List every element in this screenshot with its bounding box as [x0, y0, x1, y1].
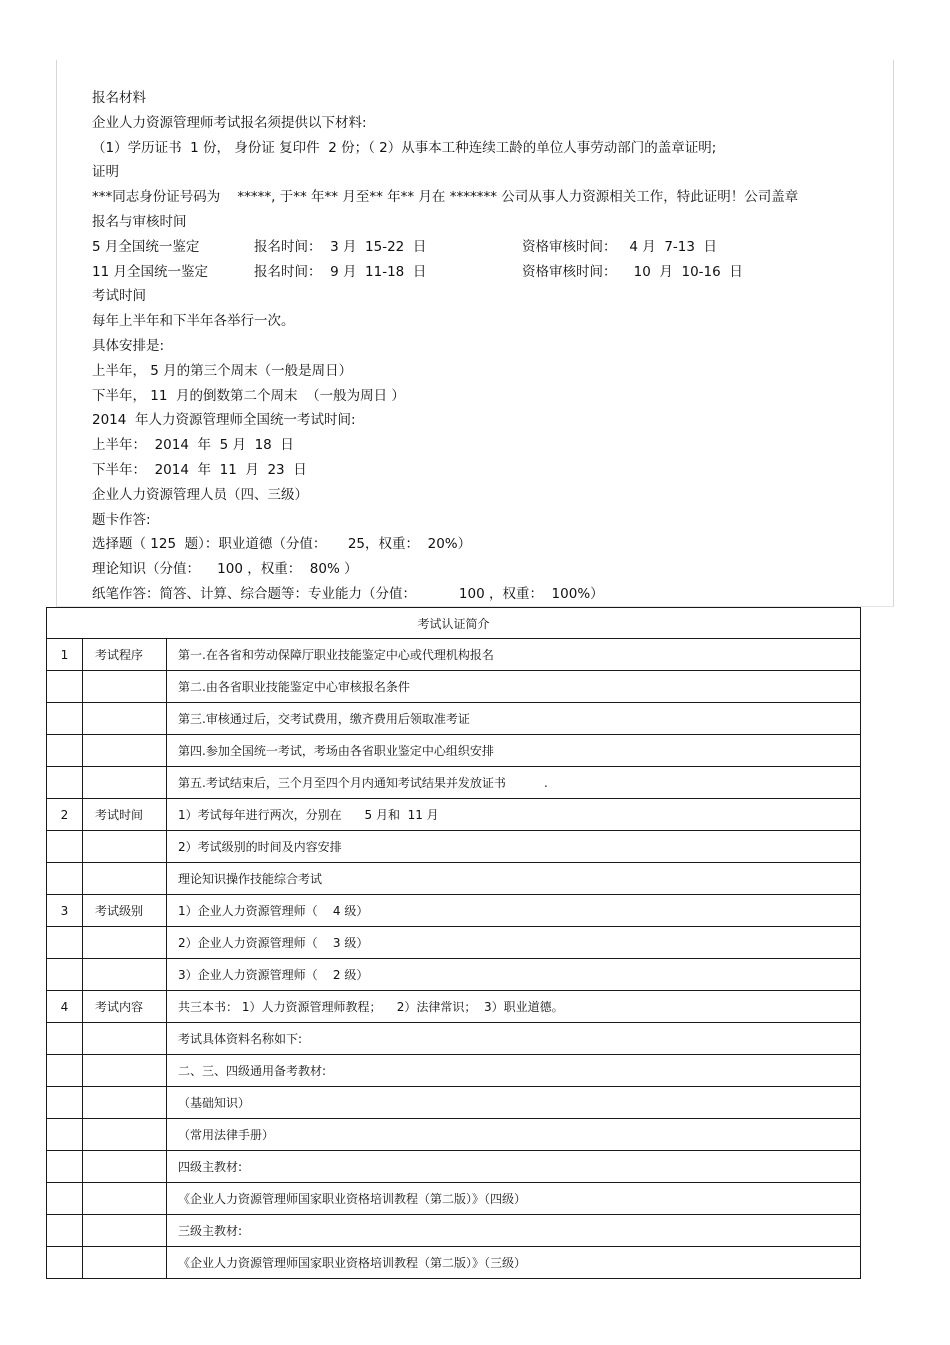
table-row	[47, 1055, 861, 1087]
row-category	[83, 1119, 167, 1151]
row-category	[83, 927, 167, 959]
row-content: 二、三、四级通用备考教材:	[167, 1055, 861, 1087]
row-content: 《企业人力资源管理师国家职业资格培训教程（第二版）》（四级）	[167, 1183, 861, 1215]
table-row	[47, 1247, 861, 1279]
text-line	[92, 557, 882, 582]
row-category: 考试内容	[83, 991, 167, 1023]
text-segment: 下半年， 11 月的倒数第二个周末 （一般为周日 ）	[92, 387, 405, 404]
row-category	[83, 959, 167, 991]
text-line	[92, 111, 882, 136]
row-category: 考试程序	[83, 639, 167, 671]
table-row	[47, 767, 861, 799]
row-category	[83, 671, 167, 703]
row-number	[47, 927, 83, 959]
table-row	[47, 703, 861, 735]
text-segment: 纸笔作答：简答、计算、综合题等：专业能力（分值： 100 ，权重： 100%）	[92, 585, 604, 602]
row-content: 第一.在各省和劳动保障厅职业技能鉴定中心或代理机构报名	[167, 639, 861, 671]
table-row	[47, 1023, 861, 1055]
row-category	[83, 1023, 167, 1055]
table-row	[47, 895, 861, 927]
row-number	[47, 1119, 83, 1151]
text-segment: 报名与审核时间	[92, 213, 187, 230]
text-line	[92, 185, 882, 210]
row-category	[83, 1087, 167, 1119]
row-number	[47, 1023, 83, 1055]
row-number	[47, 1055, 83, 1087]
row-number	[47, 831, 83, 863]
row-category	[83, 703, 167, 735]
text-line	[92, 458, 882, 483]
text-line	[92, 284, 882, 309]
row-category	[83, 1151, 167, 1183]
row-category	[83, 767, 167, 799]
text-line	[92, 136, 882, 161]
row-content: 1）考试每年进行两次，分别在 5 月和 11 月	[167, 799, 861, 831]
text-segment: 企业人力资源管理师考试报名须提供以下材料:	[92, 114, 367, 131]
row-category	[83, 1055, 167, 1087]
row-content: 第四.参加全国统一考试，考场由各省职业鉴定中心组织安排	[167, 735, 861, 767]
row-category	[83, 735, 167, 767]
row-number	[47, 735, 83, 767]
row-number	[47, 703, 83, 735]
row-category	[83, 1247, 167, 1279]
text-segment: 报名材料	[92, 90, 146, 106]
row-content: （常用法律手册）	[167, 1119, 861, 1151]
text-line	[92, 359, 882, 384]
row-number	[47, 1151, 83, 1183]
row-content: 1）企业人力资源管理师（ 4 级）	[167, 895, 861, 927]
row-content: 第二.由各省职业技能鉴定中心审核报名条件	[167, 671, 861, 703]
text-segment: 考试时间	[92, 288, 146, 305]
text-segment: 上半年， 5 月的第三个周末（一般是周日）	[92, 362, 353, 379]
text-segment: （1）学历证书 1 份， 身份证 复印件 2 份；（ 2）从事本工种连续工龄的单位人事劳动部门的盖章证明;	[92, 139, 717, 156]
text-segment: 证明	[92, 164, 119, 181]
text-segment: 具体安排是:	[92, 337, 165, 354]
text-line	[92, 483, 882, 508]
text-segment: 报名时间： 9 月 11-18 日	[254, 263, 427, 280]
row-content: 考试具体资料名称如下:	[167, 1023, 861, 1055]
table-row	[47, 1183, 861, 1215]
table-row	[47, 671, 861, 703]
row-number	[47, 671, 83, 703]
row-category	[83, 1183, 167, 1215]
table-row	[47, 799, 861, 831]
row-content: （基础知识）	[167, 1087, 861, 1119]
row-content: 理论知识操作技能综合考试	[167, 863, 861, 895]
row-number	[47, 1247, 83, 1279]
row-number	[47, 1183, 83, 1215]
text-segment: 5 月全国统一鉴定	[92, 238, 200, 255]
text-line	[92, 532, 882, 557]
table-row	[47, 639, 861, 671]
text-line	[92, 384, 882, 409]
table-title-row	[47, 608, 861, 639]
row-content: 2）考试级别的时间及内容安排	[167, 831, 861, 863]
text-segment: 企业人力资源管理人员（四、三级）	[92, 486, 308, 503]
row-number	[47, 863, 83, 895]
table-row	[47, 863, 861, 895]
table-row	[47, 1119, 861, 1151]
text-segment: 报名时间： 3 月 15-22 日	[254, 238, 427, 255]
text-segment: 题卡作答:	[92, 511, 151, 528]
row-content: 第五.考试结束后，三个月至四个月内通知考试结果并发放证书 .	[167, 767, 861, 799]
text-line	[92, 160, 882, 185]
row-number	[47, 1087, 83, 1119]
table-row	[47, 1151, 861, 1183]
text-segment: 资格审核时间： 10 月 10-16 日	[522, 263, 743, 280]
text-line	[92, 210, 882, 235]
text-segment: 每年上半年和下半年各举行一次。	[92, 313, 295, 330]
text-line	[92, 309, 882, 334]
table-row	[47, 927, 861, 959]
row-content: 2）企业人力资源管理师（ 3 级）	[167, 927, 861, 959]
table-row	[47, 991, 861, 1023]
row-content: 《企业人力资源管理师国家职业资格培训教程（第二版）》（三级）	[167, 1247, 861, 1279]
exam-intro-table	[46, 607, 861, 1279]
table-row	[47, 735, 861, 767]
text-line	[92, 334, 882, 359]
table-row	[47, 1215, 861, 1247]
text-line	[92, 433, 882, 458]
row-number	[47, 1215, 83, 1247]
text-line	[92, 508, 882, 533]
text-segment: 理论知识（分值： 100 ，权重： 80% ）	[92, 561, 358, 578]
row-category	[83, 831, 167, 863]
row-number: 1	[47, 639, 83, 671]
table-row	[47, 1087, 861, 1119]
table-title: 考试认证简介	[47, 608, 861, 639]
row-number: 2	[47, 799, 83, 831]
text-line	[92, 408, 882, 433]
text-segment: 下半年： 2014 年 11 月 23 日	[92, 461, 307, 478]
row-number	[47, 959, 83, 991]
text-segment: 上半年： 2014 年 5 月 18 日	[92, 437, 294, 454]
text-section	[92, 86, 882, 607]
text-line	[92, 235, 882, 260]
text-segment: 选择题（ 125 题）：职业道德（分值： 25，权重： 20%）	[92, 536, 472, 553]
row-category: 考试时间	[83, 799, 167, 831]
row-content: 3）企业人力资源管理师（ 2 级）	[167, 959, 861, 991]
row-category	[83, 863, 167, 895]
row-content: 共三本书： 1）人力资源管理师教程； 2）法律常识； 3）职业道德。	[167, 991, 861, 1023]
text-line	[92, 582, 882, 607]
row-category	[83, 1215, 167, 1247]
text-segment: 11 月全国统一鉴定	[92, 263, 208, 280]
row-number: 4	[47, 991, 83, 1023]
row-content: 四级主教材:	[167, 1151, 861, 1183]
text-segment: 2014 年人力资源管理师全国统一考试时间:	[92, 412, 356, 429]
row-category: 考试级别	[83, 895, 167, 927]
row-content: 三级主教材:	[167, 1215, 861, 1247]
text-segment: ***同志身份证号码为 *****, 于** 年** 月至** 年** 月在 ******* 公司从事人力资源相关工作，特此证明！公司盖章	[92, 189, 799, 206]
table-row	[47, 959, 861, 991]
row-number	[47, 767, 83, 799]
table-row	[47, 831, 861, 863]
row-number: 3	[47, 895, 83, 927]
text-segment: 资格审核时间： 4 月 7-13 日	[522, 238, 718, 255]
text-line	[92, 86, 882, 111]
row-content: 第三.审核通过后，交考试费用，缴齐费用后领取准考证	[167, 703, 861, 735]
text-line	[92, 260, 882, 285]
